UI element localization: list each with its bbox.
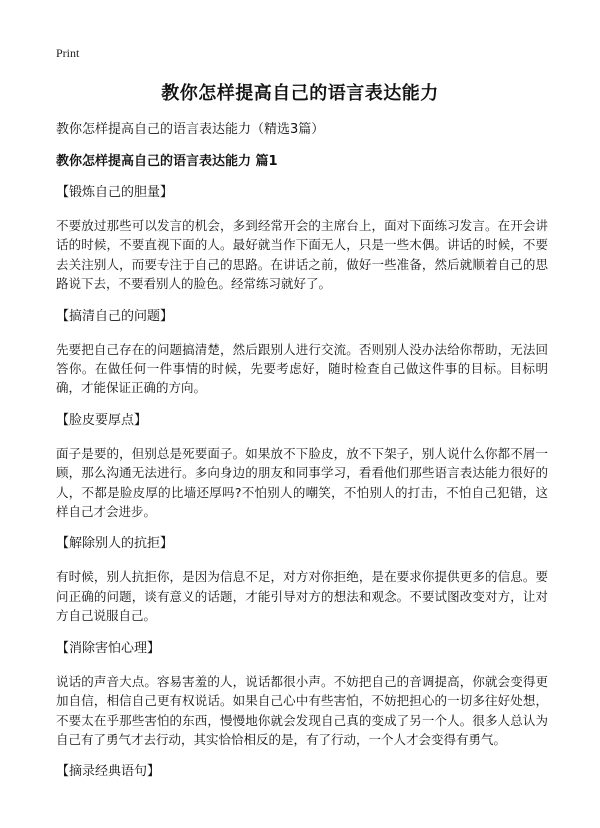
block-paragraph-courage: 不要放过那些可以发言的机会，多到经常开会的主席台上，面对下面练习发言。在开会讲话的时候，不要直视下面的人。最好就当作下面无人，只是一些木偶。讲话的时候，不要去关注别人，而要专注于自己的思路。在讲话之前，做好一些准备，然后就顺着自己的思路说下去，不要看别人的脸色。经常练习就好了。 [56, 218, 548, 292]
block-label-fear: 【消除害怕心理】 [56, 640, 161, 656]
document-body [56, 121, 548, 795]
page-title: 教你怎样提高自己的语言表达能力 [161, 83, 439, 104]
print-link[interactable]: Print [56, 46, 80, 60]
block-label-clarify-problem: 【搞清自己的问题】 [56, 308, 174, 324]
section-heading: 教你怎样提高自己的语言表达能力 篇1 [56, 154, 278, 169]
document-subtitle: 教你怎样提高自己的语言表达能力（精选3篇） [56, 122, 325, 137]
block-paragraph-thick-skin: 面子是要的，但别总是死要面子。如果放不下脸皮，放不下架子，别人说什么你都不屑一顾，那么沟通无法进行。多向身边的朋友和同事学习，看看他们那些语言表达能力很好的人，不都是脸皮厚的比墙还厚吗?不怕别人的嘲笑，不怕别人的打击，不怕自己犯错，这样自己才会进步。 [56, 445, 548, 520]
block-label-thick-skin: 【脸皮要厚点】 [56, 412, 148, 428]
block-label-quotes: 【摘录经典语句】 [56, 764, 161, 780]
block-paragraph-resistance: 有时候，别人抗拒你，是因为信息不足，对方对你拒绝，是在要求你提供更多的信息。要问正确的问题，谈有意义的话题，才能引导对方的想法和观念。不要试图改变对方，让对方自己说服自己。 [56, 569, 548, 624]
block-paragraph-fear: 说话的声音大点。容易害羞的人，说话都很小声。不妨把自己的音调提高，你就会变得更加自信，相信自己更有权说话。如果自己心中有些害怕，不妨把担心的一切多往好处想，不要太在乎那些害怕的东西，慢慢地你就会发现自己真的变成了另一个人。很多人总认为自己有了勇气才去行动，其实恰恰相反的是，有了行动，一个人才会变得有勇气。 [56, 673, 548, 747]
block-paragraph-clarify-problem: 先要把自己存在的问题搞清楚，然后跟别人进行交流。否则别人没办法给你帮助，无法回答你。在做任何一件事情的时候，先要考虑好，随时检查自己做这件事的目标。目标明确，才能保证正确的方向。 [56, 341, 548, 396]
block-label-courage: 【锻炼自己的胆量】 [56, 185, 174, 200]
block-label-resistance: 【解除别人的抗拒】 [56, 536, 174, 552]
